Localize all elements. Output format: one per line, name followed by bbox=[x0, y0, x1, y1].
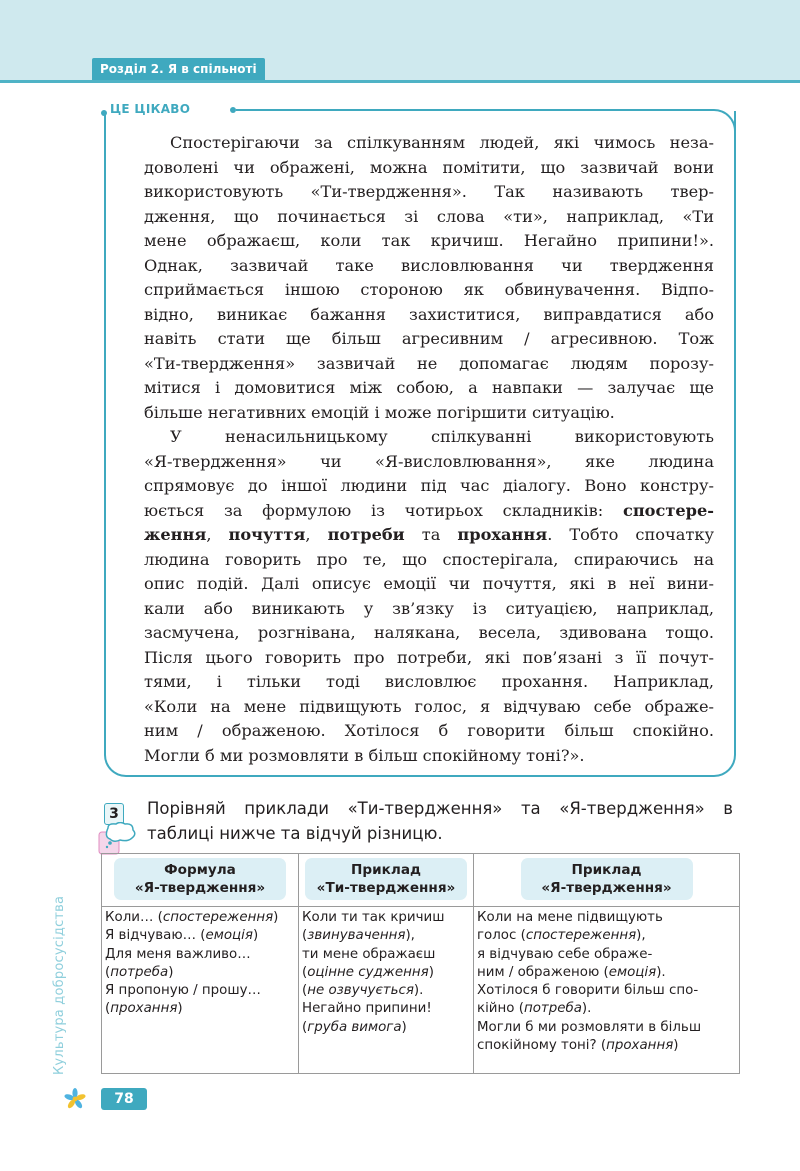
text-line bbox=[118, 572, 714, 597]
key-term: спостере- bbox=[622, 500, 714, 520]
text-segment: «Коли на мене підвищують голос, я відчуваю себе ображе- bbox=[144, 696, 714, 716]
ty-example-cell bbox=[299, 907, 474, 1074]
cell-line: Коли… (спостереження) bbox=[105, 910, 279, 925]
text-line bbox=[118, 670, 714, 695]
text-segment: Після цього говорить про потреби, які пов’язані з її почут- bbox=[144, 647, 714, 667]
text-line bbox=[118, 474, 714, 499]
text-segment: ним / ображеною. Хотілося б говорити більш спокійно. bbox=[144, 721, 714, 740]
text-line: відно, виникає бажання захиститися, виправдатися або bbox=[144, 304, 714, 324]
text-line: навіть стати ще більш агресивним / агресивною. Тож bbox=[144, 329, 714, 348]
top-rule bbox=[0, 80, 800, 83]
side-section-title: Культура добросусідства bbox=[52, 895, 67, 1075]
text-segment: «Я-твердження» чи «Я-висловлювання», яке людина bbox=[144, 451, 714, 471]
text-line: сприймається іншою стороною як обвинувачення. Відпо- bbox=[144, 280, 714, 299]
italic-term: спостереження bbox=[162, 910, 274, 925]
italic-term: оцінне судження bbox=[307, 964, 429, 980]
table-row bbox=[102, 907, 740, 1074]
text-segment: та bbox=[404, 525, 458, 544]
italic-term: потреба bbox=[110, 964, 169, 980]
cell-line: (не озвучується). bbox=[302, 983, 424, 999]
table-header-row bbox=[102, 854, 740, 907]
cell-line: Я пропоную / прошу… bbox=[105, 983, 261, 999]
text-segment: , bbox=[206, 525, 229, 544]
page-number: 78 bbox=[101, 1088, 147, 1110]
cell-line: (прохання) bbox=[105, 1001, 183, 1017]
speech-bubble-icon bbox=[98, 822, 138, 856]
italic-term: потреба bbox=[523, 1001, 582, 1017]
text-line bbox=[118, 719, 714, 744]
key-term: потреби bbox=[327, 525, 405, 544]
cell-line: кійно (потреба). bbox=[477, 1001, 592, 1017]
info-box-top-border bbox=[236, 109, 710, 111]
italic-term: емоція bbox=[205, 928, 253, 944]
flower-icon bbox=[64, 1088, 86, 1110]
formula-cell bbox=[102, 907, 299, 1074]
text-line: використовують «Ти-твердження». Так називають твер- bbox=[144, 182, 714, 201]
text-line bbox=[118, 646, 714, 671]
cell-line: (оцінне судження) bbox=[302, 964, 434, 980]
text-line bbox=[118, 499, 714, 524]
text-segment: тями, і тільки тоді висловлює прохання. Наприклад, bbox=[144, 672, 714, 691]
text-segment: . Тобто спочатку bbox=[547, 525, 714, 544]
italic-term: емоція bbox=[608, 964, 657, 980]
text-line: дження, що починається зі слова «ти», наприклад, «Ти bbox=[144, 206, 714, 226]
cell-line: Коли ти так кричиш bbox=[302, 910, 445, 925]
text-line: більше негативних емоцій і може погіршити ситуацію. bbox=[144, 402, 615, 422]
italic-term: спостереження bbox=[525, 928, 637, 944]
cell-line: (звинувачення), bbox=[302, 928, 415, 944]
header-ya-example: Приклад «Я-твердження» bbox=[474, 854, 740, 907]
text-line bbox=[144, 425, 714, 450]
italic-term: груба вимога bbox=[307, 1019, 402, 1035]
text-line bbox=[118, 695, 714, 720]
text-segment: засмучена, розгнівана, налякана, весела, здивована тощо. bbox=[144, 623, 714, 642]
ya-example-cell bbox=[474, 907, 740, 1074]
italic-term: прохання bbox=[606, 1038, 674, 1054]
text-segment: кали або виникають у зв’язку із ситуацією, наприклад, bbox=[144, 598, 714, 618]
cell-line: Коли на мене підвищують bbox=[477, 910, 663, 925]
paragraph-1 bbox=[118, 131, 714, 425]
key-term: почуття bbox=[228, 525, 306, 544]
cell-line: (груба вимога) bbox=[302, 1019, 407, 1035]
cell-line: ти мене ображаєш bbox=[302, 946, 436, 962]
text-segment: , bbox=[305, 525, 328, 544]
cell-line: голос (спостереження), bbox=[477, 928, 646, 944]
cell-line: Для меня важливо… bbox=[105, 946, 251, 962]
text-line: Однак, зазвичай таке висловлювання чи твердження bbox=[144, 255, 714, 275]
text-line bbox=[118, 523, 714, 548]
text-line: Спостерігаючи за спілкуванням людей, які чимось неза- bbox=[170, 133, 714, 152]
cell-line: Негайно припини! bbox=[302, 1001, 432, 1017]
text-line: «Ти-твердження» зазвичай не допомагає людям порозу- bbox=[144, 353, 714, 373]
text-line bbox=[118, 621, 714, 646]
italic-term: звинувачення bbox=[307, 928, 406, 944]
text-line bbox=[118, 450, 714, 475]
text-segment: юється за формулою із чотирьох складників: bbox=[144, 500, 623, 520]
task-number: 3 bbox=[104, 803, 124, 825]
text-segment: людина говорить про те, що спостерігала, спираючись на bbox=[144, 549, 714, 569]
key-term: прохання bbox=[457, 525, 548, 544]
text-line bbox=[118, 744, 714, 769]
task-instruction: Порівняй приклади «Ти-твердження» та «Я-твердження» в таблиці нижче та відчуй різницю. bbox=[147, 799, 733, 843]
text-line: доволені чи ображені, можна помітити, що зазвичай вони bbox=[144, 157, 714, 177]
paragraph-2 bbox=[118, 425, 714, 768]
text-line: мітися і домовитися між собою, а навпаки — залучає ще bbox=[144, 378, 714, 397]
section-tab: Розділ 2. Я в спільноті bbox=[92, 58, 265, 80]
cell-line: Могли б ми розмовляти в більш bbox=[477, 1019, 702, 1035]
label-dot-right bbox=[230, 107, 236, 113]
cell-line: Я відчуваю… (емоція) bbox=[105, 928, 259, 944]
cell-line: спокійному тоні? (прохання) bbox=[477, 1038, 679, 1054]
text-line bbox=[118, 548, 714, 573]
text-segment: опис подій. Далі описує емоції чи почуття, які в неї вини- bbox=[144, 574, 714, 593]
header-formula: Формула «Я-твердження» bbox=[102, 854, 299, 907]
text-segment: спрямовує до іншої людини під час діалогу. Воно констру- bbox=[144, 476, 714, 495]
italic-term: не озвучується bbox=[307, 983, 414, 999]
italic-term: прохання bbox=[110, 1001, 178, 1017]
cell-line: Хотілося б говорити більш спо- bbox=[477, 983, 699, 999]
text-segment: У ненасильницькому спілкуванні використовують bbox=[170, 427, 714, 446]
label-dot-left bbox=[101, 110, 107, 116]
cell-line: (потреба) bbox=[105, 964, 174, 980]
header-ty-example: Приклад «Ти-твердження» bbox=[299, 854, 474, 907]
text-segment: Могли б ми розмовляти в більш спокійному тоні?». bbox=[144, 745, 585, 765]
key-term: ження bbox=[144, 525, 207, 544]
text-line bbox=[118, 597, 714, 622]
comparison-table bbox=[101, 853, 740, 1074]
info-box-label: ЦЕ ЦІКАВО bbox=[110, 102, 191, 116]
text-line: мене ображаєш, коли так кричиш. Негайно припини!». bbox=[144, 231, 714, 250]
info-box-text bbox=[118, 131, 714, 768]
cell-line: ним / ображеною (емоція). bbox=[477, 964, 666, 980]
cell-line: я відчуваю себе ображе- bbox=[477, 946, 653, 962]
